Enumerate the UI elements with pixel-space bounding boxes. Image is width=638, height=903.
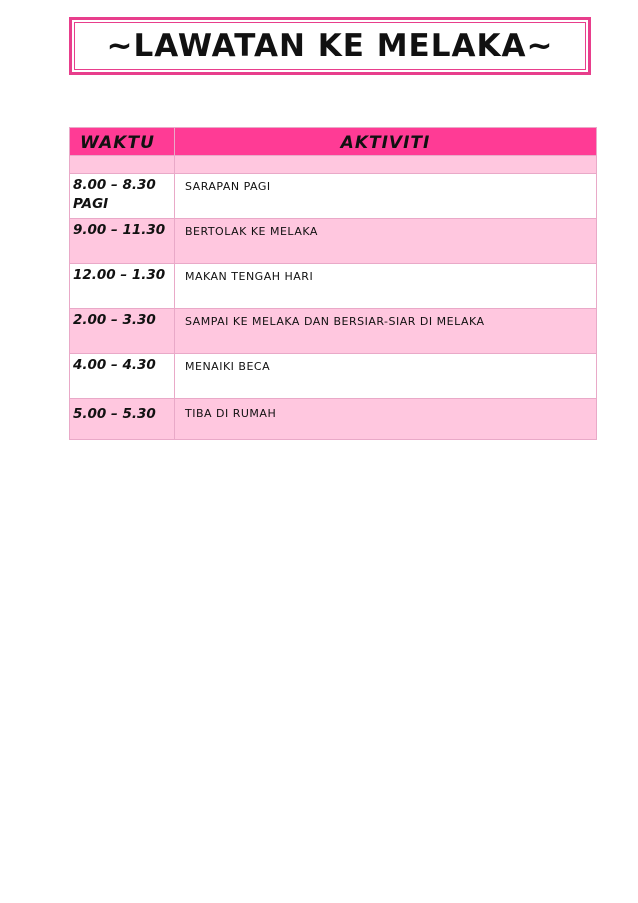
row-time: 2.00 – 3.30 bbox=[70, 309, 175, 354]
table-row bbox=[70, 399, 597, 440]
row-time: 9.00 – 11.30 bbox=[70, 219, 175, 264]
table-row bbox=[70, 174, 597, 219]
row-time: 4.00 – 4.30 bbox=[70, 354, 175, 399]
schedule-table bbox=[69, 127, 597, 440]
title-box bbox=[69, 17, 591, 75]
page-title: ~LAWATAN KE MELAKA~ bbox=[106, 28, 554, 64]
header-time: WAKTU bbox=[70, 128, 175, 156]
header-spacer-row bbox=[70, 156, 597, 174]
table-row bbox=[70, 219, 597, 264]
header-activity: AKTIVITI bbox=[175, 128, 597, 156]
table-row bbox=[70, 264, 597, 309]
row-activity: SARAPAN PAGI bbox=[175, 174, 597, 219]
row-activity: TIBA DI RUMAH bbox=[175, 399, 597, 440]
row-activity: BERTOLAK KE MELAKA bbox=[175, 219, 597, 264]
row-activity: MENAIKI BECA bbox=[175, 354, 597, 399]
table-header-row bbox=[70, 128, 597, 156]
row-activity: SAMPAI KE MELAKA DAN BERSIAR-SIAR DI MELAKA bbox=[175, 309, 597, 354]
table-row bbox=[70, 354, 597, 399]
table-row bbox=[70, 309, 597, 354]
row-time: 8.00 – 8.30 PAGI bbox=[70, 174, 175, 219]
row-time: 12.00 – 1.30 bbox=[70, 264, 175, 309]
row-time: 5.00 – 5.30 bbox=[70, 399, 175, 440]
row-activity: MAKAN TENGAH HARI bbox=[175, 264, 597, 309]
